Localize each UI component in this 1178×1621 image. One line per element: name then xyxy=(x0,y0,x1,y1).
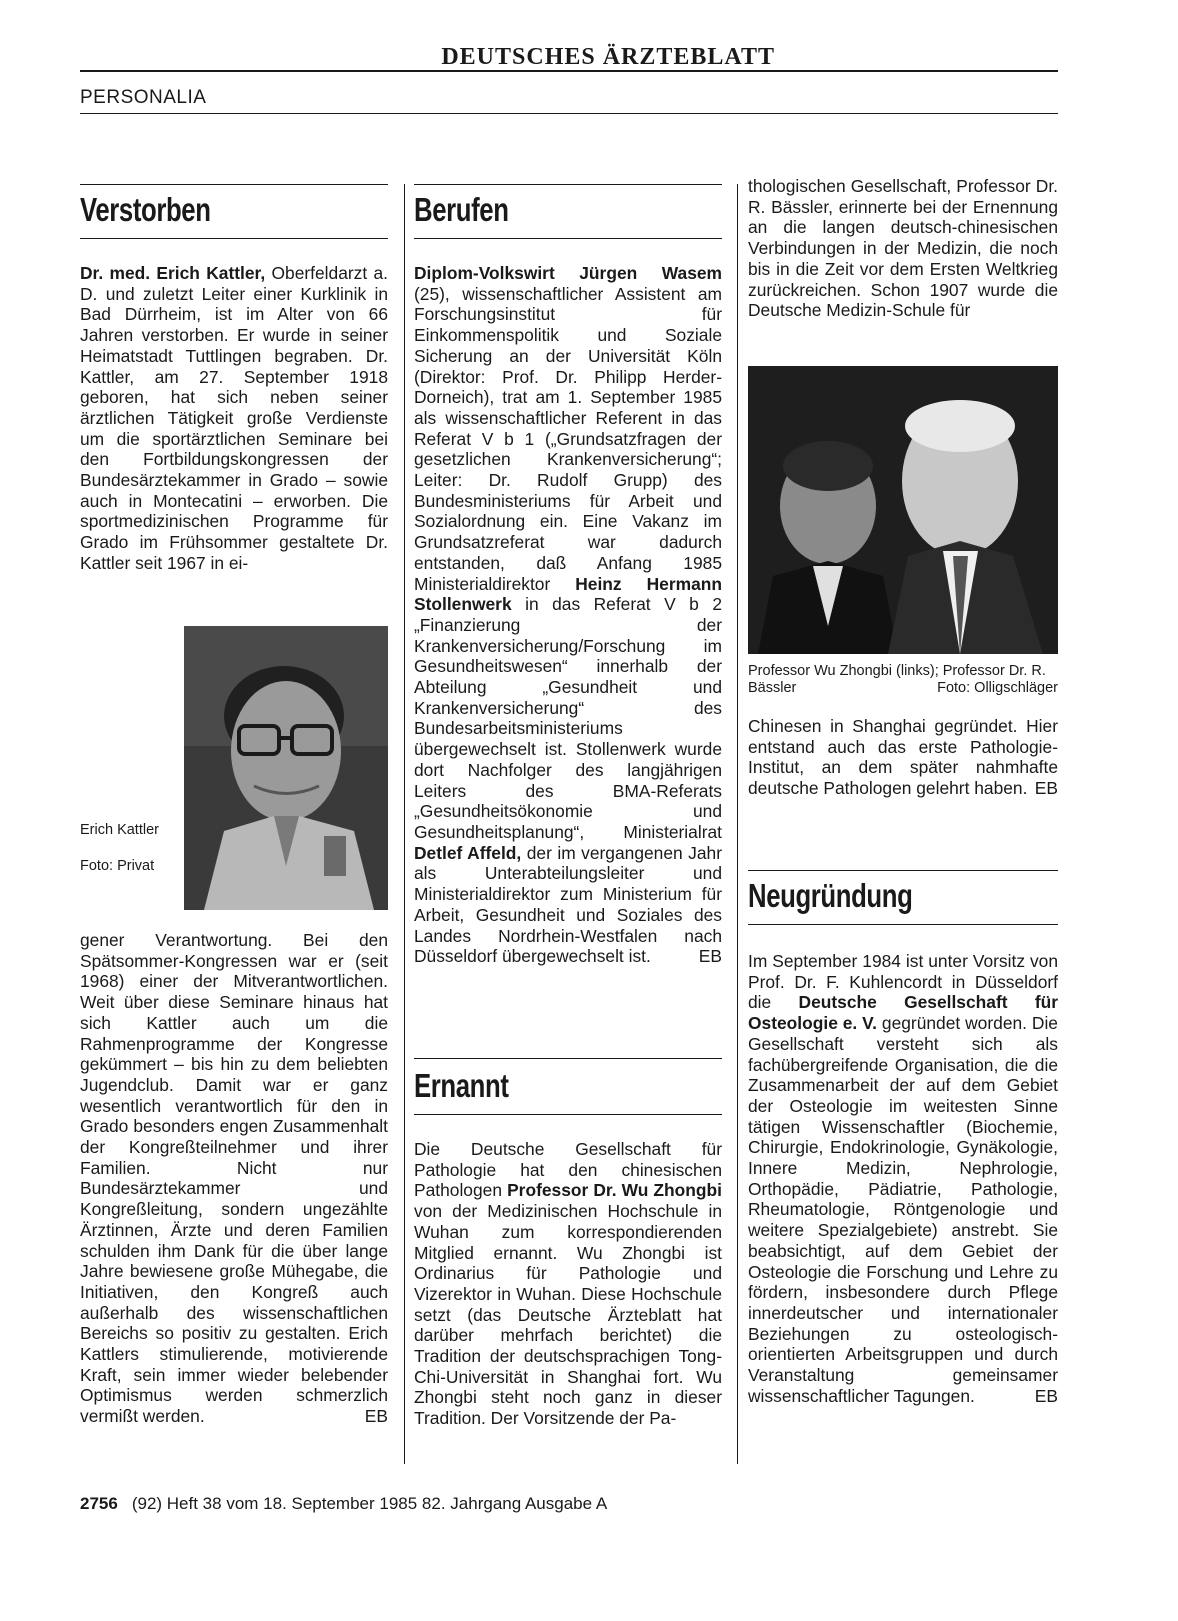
photo-two-men-image xyxy=(748,366,1058,654)
col3-para2 xyxy=(748,716,1058,799)
sign-eb: EB xyxy=(698,946,722,967)
caption-name: Erich Kattler xyxy=(80,822,159,838)
col3-para3-text-a: Im September 1984 ist unter Vorsitz von Prof. Dr. F. Kuhlencordt in Düsseldorf die xyxy=(748,951,1058,1013)
col2-para2-text-a: Die Deutsche Gesellschaft für Pathologie hat den chinesischen Pathologen xyxy=(414,1139,722,1201)
heading-verstorben: Verstorben xyxy=(80,191,211,228)
heading-neugruendung: Neugründung xyxy=(748,877,913,914)
col2-para1 xyxy=(414,263,722,967)
column-divider-2 xyxy=(737,184,738,1464)
col1-para2-text: gener Verantwortung. Bei den Spätsommer-Kongressen war er (seit 1968) einer der Mitverantwortlichen. Weit über diese Seminare hinaus hat sich Kattler auch um die Rahmenprogramme der Kongresse gekümmert – bis hin zu dem beliebten Jugendclub. Damit war er ganz wesentlich verantwortlich für den in Grado besonders engen Zusammenhalt der Kongreßteilnehmer und ihrer Familien. Nicht nur Bundesärztekammer und Kongreßleitung, sondern ungezählte Ärztinnen, Ärzte und deren Familien schulden ihm Dank für die über lange Jahre bewiesene große Mühegabe, die Initiativen, den Kongreß auch außerhalb des wissenschaftlichen Bereichs so positiv zu gestalten. Erich Kattlers stimulierende, motivierende Kraft, sein immer wieder belebender Optimismus werden schmerzlich vermißt werden. xyxy=(80,930,388,1427)
col1-heading-box xyxy=(80,190,388,230)
col2-heading-rule xyxy=(414,238,722,239)
col2-para2-text-b: von der Medizinischen Hochschule in Wuhan zum korrespondierenden Mitglied ernannt. Wu Zhongbi ist Ordinarius für Pathologie und Vizerektor in Wuhan. Diese Hochschule setzt (das Deutsche Ärzteblatt hat darüber mehrfach berichtet) die Tradition der deutschsprachigen Tong-Chi-Universität in Shanghai fort. Wu Zhongbi steht noch ganz in dieser Tradition. Der Vorsitzende der Pa- xyxy=(414,1201,722,1429)
column-divider-1 xyxy=(404,184,405,1464)
col1-para1-text: Oberfeldarzt a. D. und zuletzt Leiter einer Kurklinik in Bad Dürrheim, ist im Alter von 66 Jahren verstorben. Er wurde in seiner Heimatstadt Tuttlingen begraben. Dr. Kattler, am 27. September 1918 geboren, hat sich neben seiner ärztlichen Tätigkeit große Verdienste um die sportärztlichen Seminare bei den Fortbildungskongressen der Bundesärztekammer in Grado – sowie auch in Montecatini – erworben. Die sportmedizinischen Programme für Grado im Frühsommer gestaltete Dr. Kattler seit 1967 in ei- xyxy=(80,263,389,573)
col2-para1-text-a: (25), wissenschaftlicher Assistent am Forschungsinstitut für Einkommenspolitik und Soziale Sicherung an der Universität Köln (Direktor: Prof. Dr. Philipp Herder-Dorneich), trat am 1. September 1985 als wissenschaftlicher Referent in das Referat V b 1 („Grundsatzfragen der gesetzlichen Krankenversicherung“; Leiter: Dr. Rudolf Grupp) des Bundesministeriums für Arbeit und Sozialordnung ein. Eine Vakanz im Grundsatzreferat war dadurch entstanden, daß Anfang 1985 Ministerialdirektor xyxy=(414,283,722,594)
masthead xyxy=(80,44,1060,71)
heading-ernannt: Ernannt xyxy=(414,1067,509,1104)
caption-credit: Foto: Olligschläger xyxy=(937,680,1058,696)
col3-para1-text: thologischen Gesellschaft, Professor Dr. R. Bässler, erinnerte bei der Ernennung an die langen deutsch-chinesischen Verbindungen in der Medizin, die noch bis in die Zeit vor dem Ersten Weltkrieg zurückreichen. Schon 1907 wurde die Deutsche Medizin-Schule für xyxy=(748,176,1058,321)
name-affeld: Detlef Affeld, xyxy=(414,842,522,863)
photo-caption-kattler xyxy=(80,822,170,875)
journal-title: DEUTSCHES ÄRZTEBLATT xyxy=(441,44,775,70)
name-osteologie-gesellschaft: Deutsche Gesellschaft für Osteologie e. V. xyxy=(748,992,1058,1034)
page-number: 2756 xyxy=(80,1494,118,1513)
sign-eb: EB xyxy=(1034,778,1058,799)
col2-heading2-rule xyxy=(414,1114,722,1115)
section-rule xyxy=(80,113,1058,114)
sign-eb: EB xyxy=(364,1406,388,1427)
photo-wu-baessler xyxy=(748,366,1058,654)
portrait-kattler-image xyxy=(184,626,388,910)
name-erich-kattler: Dr. med. Erich Kattler, xyxy=(80,263,266,283)
col1-heading-rule xyxy=(80,238,388,239)
heading-berufen: Berufen xyxy=(414,191,509,228)
name-wu-zhongbi: Professor Dr. Wu Zhongbi xyxy=(507,1180,722,1201)
caption-names: Professor Wu Zhongbi (links); Professor Dr. R. Bässler xyxy=(748,663,1046,696)
col2-para2 xyxy=(414,1139,722,1429)
col3-heading-box xyxy=(748,876,1058,916)
portrait-photo-kattler xyxy=(184,626,388,910)
col2-heading-box xyxy=(414,190,722,230)
caption-credit: Foto: Privat xyxy=(80,858,155,874)
col1-para2 xyxy=(80,930,388,1427)
col3-para1 xyxy=(748,176,1058,321)
col1-top-rule xyxy=(80,184,388,185)
page-footer xyxy=(80,1494,607,1514)
col2-para1-text-c: der im vergangenen Jahr als Unterabteilungsleiter und Ministerialdirektor zum Ministerium für Arbeit, Gesundheit und Soziales des Landes Nordrhein-Westfalen nach Düsseldorf übergewechselt ist. xyxy=(414,842,722,967)
section-label: PERSONALIA xyxy=(80,87,207,108)
sign-eb: EB xyxy=(1034,1385,1058,1406)
name-juergen-wasem: Diplom-Volkswirt Jürgen Wasem xyxy=(414,263,722,283)
col2-para1-text-b: in das Referat V b 2 „Finanzierung der Krankenversicherung/Forschung im Gesundheitswesen“ innerhalb der Abteilung „Gesundheit und Krankenversicherung“ des Bundesarbeitsministeriums übergewechselt ist. Stollenwerk wurde dort Nachfolger des langjährigen Leiters des BMA-Referats „Gesundheitsökonomie und Gesundheitsplanung“, Ministerialrat xyxy=(414,594,722,842)
name-stollenwerk: Heinz Hermann Stollenwerk xyxy=(414,573,722,615)
col3-para3 xyxy=(748,951,1058,1406)
col3-para3-text-b: gegründet worden. Die Gesellschaft versteht sich als fachübergreifende Organisation, die die Zusammenarbeit der auf dem Gebiet der Osteologie im weitesten Sinne tätigen Wissenschaftler (Biochemie, Chirurgie, Endokrinologie, Gynäkologie, Innere Medizin, Nephrologie, Orthopädie, Pädiatrie, Pathologie, Rheumatologie, Röntgenologie und weitere Spezialgebiete) anstrebt. Sie beabsichtigt, auf dem Gebiet der Osteologie die Forschung und Lehre zu fördern, insbesondere durch Pflege innerdeutscher und internationaler Beziehungen zu osteologisch-orientierten Arbeitsgruppen und durch Veranstaltung gemeinsamer wissenschaftlicher Tagungen. xyxy=(748,1013,1058,1406)
col2-heading2-box xyxy=(414,1066,722,1106)
issue-info: (92) Heft 38 vom 18. September 1985 82. Jahrgang Ausgabe A xyxy=(131,1494,608,1513)
col2-second-top-rule xyxy=(414,1058,722,1059)
col1-para1 xyxy=(80,263,388,574)
col3-para2-text: Chinesen in Shanghai gegründet. Hier entstand auch das erste Pathologie-Institut, an dem später nahmhafte deutsche Pathologen gelehrt haben. xyxy=(748,716,1058,799)
masthead-rule xyxy=(80,70,1058,72)
photo-caption-wu-baessler xyxy=(748,663,1058,697)
col3-heading-rule xyxy=(748,924,1058,925)
col3-top-rule xyxy=(748,870,1058,871)
col2-top-rule xyxy=(414,184,722,185)
